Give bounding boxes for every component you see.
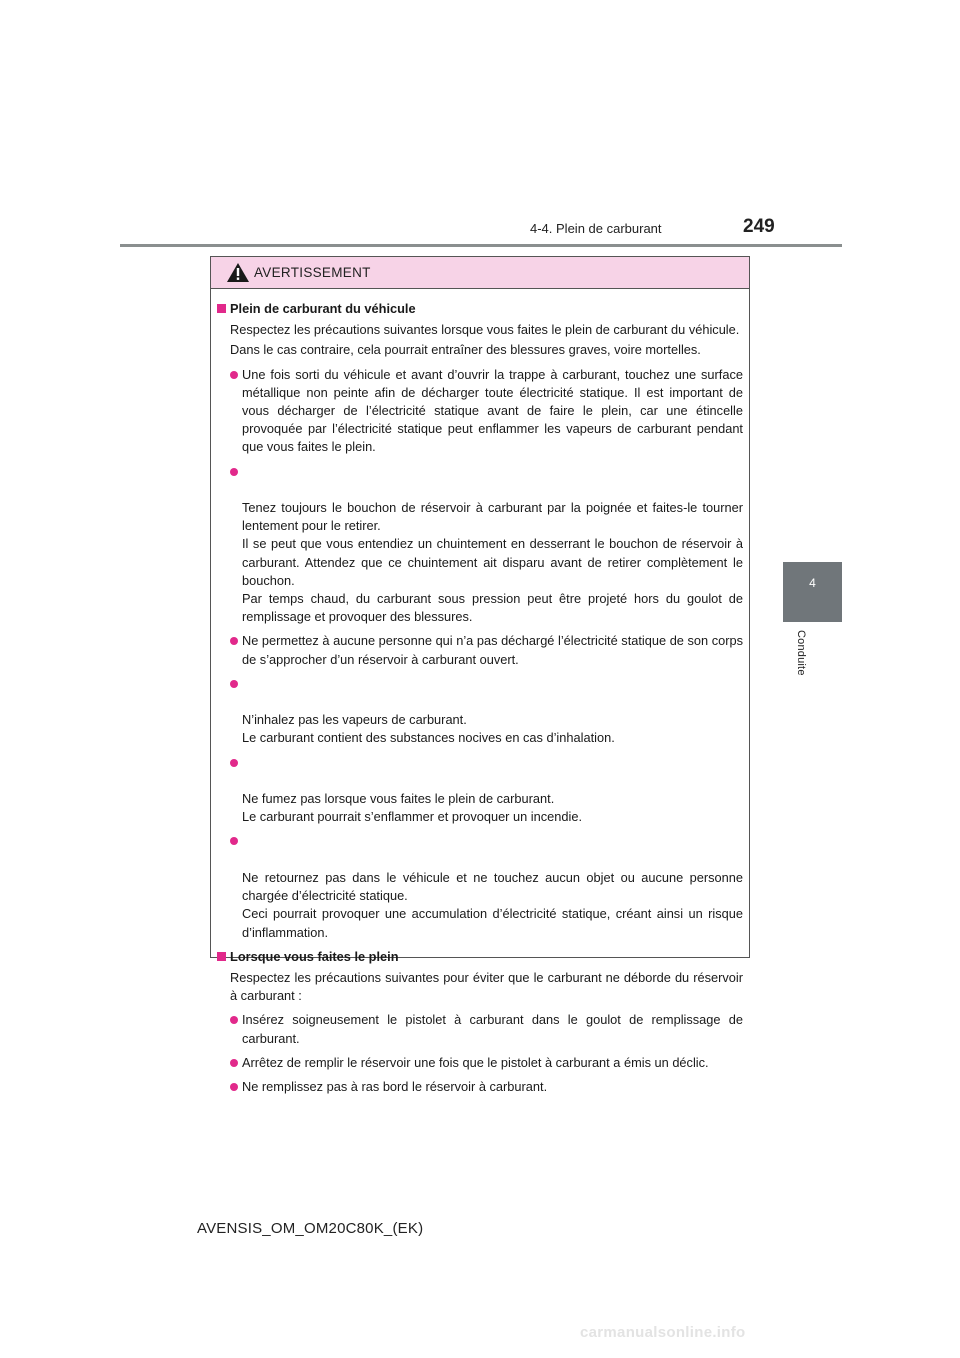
section-heading: Plein de carburant du véhicule [217, 300, 743, 318]
page-number: 249 [743, 216, 775, 237]
chapter-number: 4 [809, 576, 816, 590]
paragraph: Respectez les précautions suivantes lorsque vous faites le plein de carburant du véhicule. [230, 322, 740, 338]
bullet-dot-icon [230, 837, 238, 845]
section-title: 4-4. Plein de carburant [530, 221, 662, 236]
watermark: carmanualsonline.info [580, 1324, 746, 1341]
bullet-dot-icon [230, 371, 238, 379]
bullet-list [217, 366, 743, 942]
bullet-item: Une fois sorti du véhicule et avant d’ouvrir la trappe à carburant, touchez une surface métallique non peinte afin de décharger toute électricité statique. Il est important de vous décharger de l’électricité statique avant de faire le plein, car une étincelle provoquée par l’électricité statique peut enflammer les vapeurs de carburant pendant que vous faites le plein. [217, 366, 743, 457]
bullet-item: Insérez soigneusement le pistolet à carburant dans le goulot de remplissage de carburant. [217, 1011, 743, 1047]
warning-title: AVERTISSEMENT [254, 265, 371, 280]
bullet-dot-icon [230, 1083, 238, 1091]
paragraph: Respectez les précautions suivantes pour éviter que le carburant ne déborde du réservoir à carburant : [230, 969, 743, 1004]
chapter-label: Conduite [795, 630, 807, 676]
bullet-dot-icon [230, 1016, 238, 1024]
document-code: AVENSIS_OM_OM20C80K_(EK) [197, 1220, 424, 1237]
warning-header [211, 257, 749, 289]
header-divider [120, 244, 842, 247]
square-bullet-icon [217, 304, 226, 313]
bullet-item: Ne remplissez pas à ras bord le réservoir à carburant. [217, 1078, 743, 1096]
warning-triangle-icon [227, 263, 249, 282]
square-bullet-icon [217, 952, 226, 961]
chapter-tab [783, 562, 842, 622]
bullet-item: Ne fumez pas lorsque vous faites le plein de carburant. Le carburant pourrait s’enflammer et provoquer un incendie. [217, 754, 743, 827]
bullet-dot-icon [230, 680, 238, 688]
bullet-item: Tenez toujours le bouchon de réservoir à carburant par la poignée et faites-le tourner lentement pour le retirer. Il se peut que vous entendiez un chuintement en desserrant le bouchon de réservoir à carburant. Attendez que ce chuintement ait disparu avant de retirer complètement le bouchon. Par temps chaud, du carburant sous pression peut être projeté hors du goulot de remplissage et provoquer des blessures. [217, 463, 743, 627]
bullet-dot-icon [230, 759, 238, 767]
bullet-item: Ne permettez à aucune personne qui n’a pas déchargé l’électricité statique de son corps de s’approcher d’un réservoir à carburant ouvert. [217, 632, 743, 668]
warning-box [210, 256, 750, 1094]
warning-content [211, 289, 749, 1102]
bullet-dot-icon [230, 637, 238, 645]
bullet-dot-icon [230, 468, 238, 476]
paragraph: Dans le cas contraire, cela pourrait entraîner des blessures graves, voire mortelles. [230, 342, 701, 358]
bullet-item: N’inhalez pas les vapeurs de carburant. Le carburant contient des substances nocives en cas d’inhalation. [217, 675, 743, 748]
bullet-item: Arrêtez de remplir le réservoir une fois que le pistolet à carburant a émis un déclic. [217, 1054, 743, 1072]
bullet-dot-icon [230, 1059, 238, 1067]
bullet-list [217, 1011, 743, 1096]
bullet-item: Ne retournez pas dans le véhicule et ne touchez aucun objet ou aucune personne chargée d’électricité statique. Ceci pourrait provoquer une accumulation d’électricité statique, créant ainsi un risque d’inflammation. [217, 832, 743, 941]
section-heading: Lorsque vous faites le plein [217, 948, 743, 966]
